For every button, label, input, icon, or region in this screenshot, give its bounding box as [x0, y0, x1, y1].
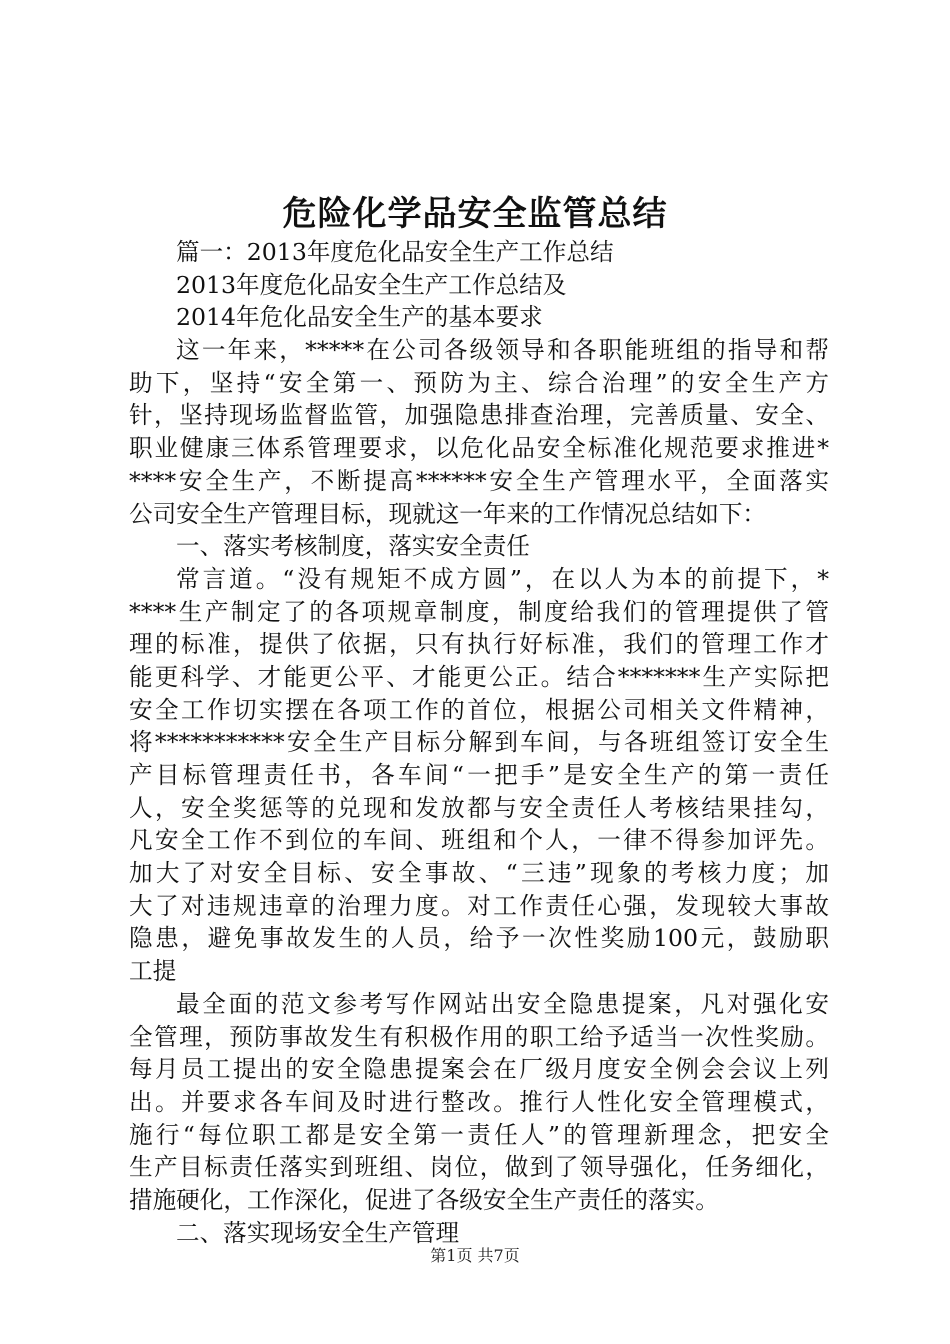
body-line: 大了对违规违章的治理力度。对工作责任心强，发现较大事故 — [129, 891, 829, 920]
body-line: 最全面的范文参考写作网站出安全隐患提案，凡对强化安 — [176, 989, 829, 1018]
body-line: 职业健康三体系管理要求，以危化品安全标准化规范要求推进* — [129, 434, 829, 463]
body-line: 一、落实考核制度，落实安全责任 — [176, 532, 530, 561]
body-line: 工提 — [129, 957, 177, 986]
body-line: 每月员工提出的安全隐患提案会在厂级月度安全例会会议上列 — [129, 1055, 829, 1084]
body-line: 措施硬化，工作深化，促进了各级安全生产责任的落实。 — [129, 1185, 719, 1214]
body-line: ****安全生产，不断提高******安全生产管理水平，全面落实 — [129, 466, 829, 495]
body-line: 施行“每位职工都是安全第一责任人”的管理新理念，把安全 — [129, 1120, 829, 1149]
body-line: 助下，坚持“安全第一、预防为主、综合治理”的安全生产方 — [129, 368, 829, 397]
body-line: 公司安全生产管理目标，现就这一年来的工作情况总结如下： — [129, 499, 767, 528]
body-line: 这一年来，*****在公司各级领导和各职能班组的指导和帮 — [176, 336, 829, 365]
body-line: 篇一：2013年度危化品安全生产工作总结 — [176, 238, 614, 266]
body-line: 能更科学、才能更公平、才能更公正。结合*******生产实际把 — [129, 662, 829, 691]
body-line: 生产目标责任落实到班组、岗位，做到了领导强化，任务细化， — [129, 1153, 829, 1182]
body-line: 2013年度危化品安全生产工作总结及 — [176, 270, 567, 299]
body-line: 凡安全工作不到位的车间、班组和个人，一律不得参加评先。 — [129, 826, 829, 855]
body-line: 隐患，避免事故发生的人员，给予一次性奖励100元，鼓励职 — [129, 924, 829, 953]
body-line: 出。并要求各车间及时进行整改。推行人性化安全管理模式， — [129, 1087, 829, 1116]
body-line: 产目标管理责任书，各车间“一把手”是安全生产的第一责任 — [129, 761, 829, 789]
body-line: 全管理，预防事故发生有积极作用的职工给予适当一次性奖励。 — [129, 1022, 829, 1051]
body-line: 常言道。“没有规矩不成方圆”，在以人为本的前提下，* — [176, 564, 829, 593]
body-line: 安全工作切实摆在各项工作的首位，根据公司相关文件精神， — [129, 695, 829, 724]
document-title: 危险化学品安全监管总结 — [282, 194, 668, 234]
body-line: 理的标准，提供了依据，只有执行好标准，我们的管理工作才 — [129, 630, 829, 659]
document-body — [129, 236, 829, 1249]
body-line: 将***********安全生产目标分解到车间，与各班组签订安全生 — [129, 728, 829, 757]
body-line: 人，安全奖惩等的兑现和发放都与安全责任人考核结果挂勾， — [129, 793, 829, 822]
page-footer: 第1页 共7页 — [430, 1246, 520, 1265]
body-line: 针，坚持现场监督监管，加强隐患排查治理，完善质量、安全、 — [129, 401, 829, 430]
body-line: 二、落实现场安全生产管理 — [176, 1218, 460, 1247]
body-line: 2014年危化品安全生产的基本要求 — [176, 303, 543, 332]
body-line: ****生产制定了的各项规章制度，制度给我们的管理提供了管 — [129, 597, 829, 626]
body-line: 加大了对安全目标、安全事故、“三违”现象的考核力度；加 — [129, 859, 829, 888]
